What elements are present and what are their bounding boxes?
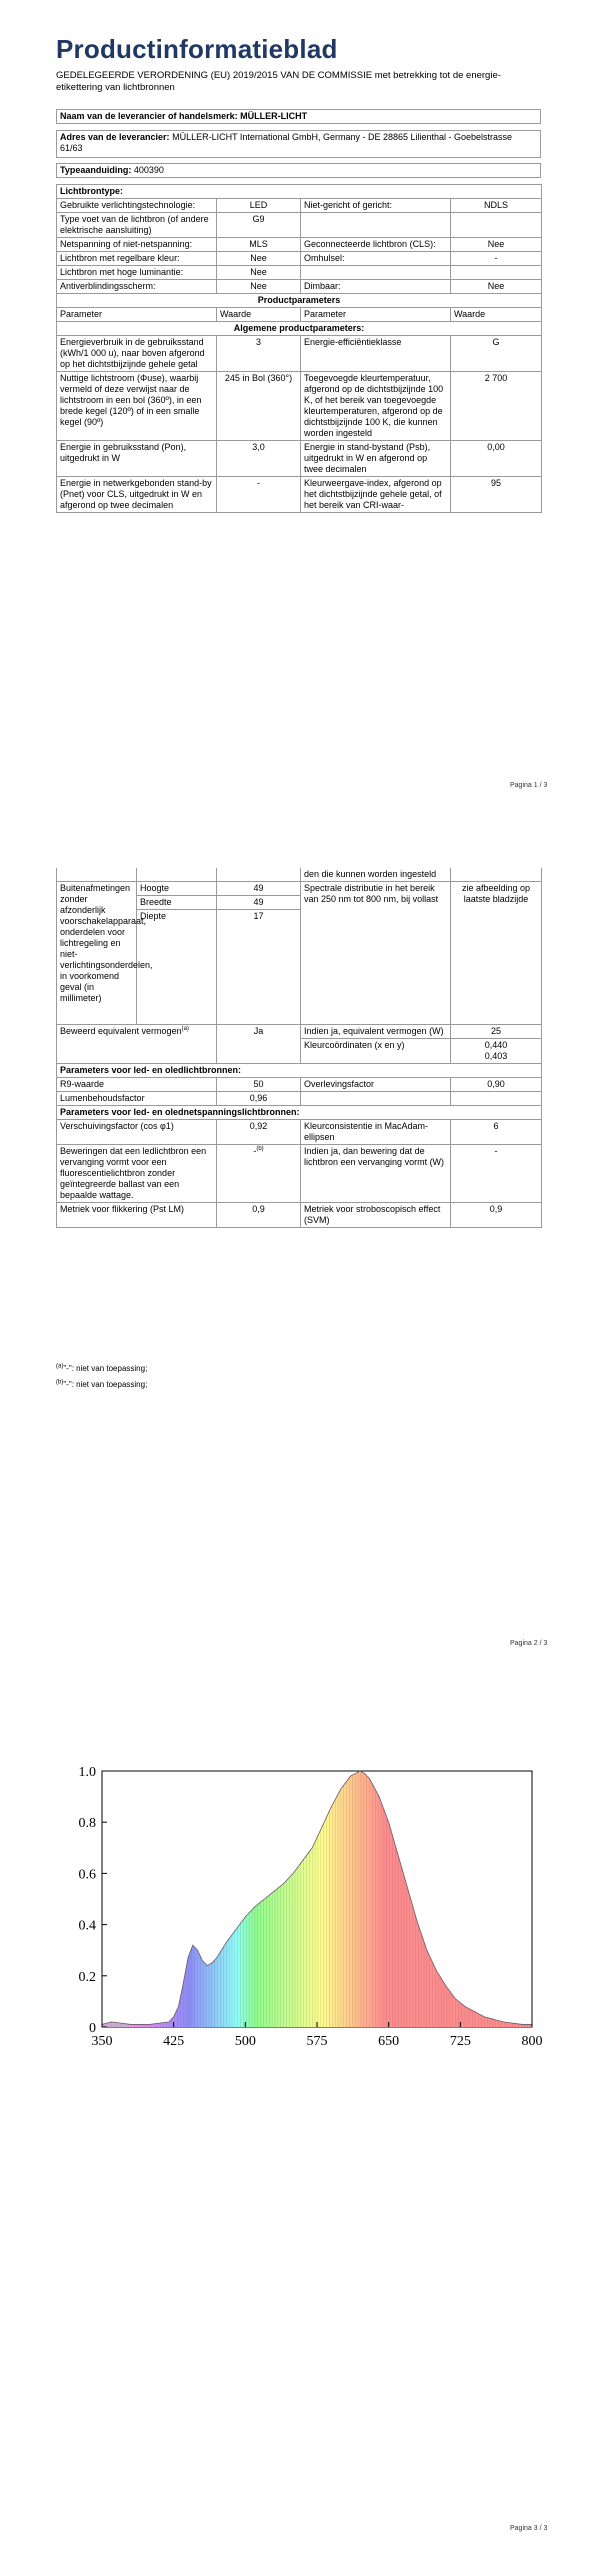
dimension-value: 17: [217, 910, 301, 1025]
spectrum-band: [150, 1771, 151, 2027]
spectrum-band: [509, 1771, 510, 2027]
spectrum-band: [151, 1771, 152, 2027]
param-label: Kleurweergave-index, afgerond op het dichtstbijzijnde gehele getal, of het bereik van CRI-waar-: [301, 477, 451, 513]
r9-label: R9-waarde: [57, 1078, 217, 1092]
supplier-address-value: MÜLLER-LICHT International GmbH, Germany - DE 28865 Lilienthal - Goebelstrasse 61/63: [60, 132, 513, 153]
x-tick-label: 500: [234, 2034, 256, 2049]
led-params-header: Parameters voor led- en oledlichtbronnen:: [57, 1064, 542, 1078]
param-label: Toegevoegde kleurtemperatuur, afgerond op de dichtstbijzijnde 100 K, of het bereik van toegevoegde kleurtemperaturen, afgerond op de dichtstbijzijnde 100 K, die kunnen worden ingesteld: [301, 372, 451, 441]
spectrum-band: [470, 1771, 471, 2027]
claims-value: -$^{(b)}$: [217, 1145, 301, 1203]
spectrum-band: [478, 1771, 479, 2027]
spectrum-band: [162, 1771, 163, 2027]
spectral-value: zie afbeelding op laatste bladzijde: [451, 882, 542, 1025]
param-value: Nee: [217, 252, 301, 266]
macadam-value: 6: [451, 1120, 542, 1145]
spectrum-band: [459, 1771, 460, 2027]
spectrum-band: [514, 1771, 515, 2027]
spectrum-band: [122, 1771, 123, 2027]
spectrum-band: [127, 1771, 128, 2027]
spectrum-band: [485, 1771, 486, 2027]
param-value: Nee: [217, 280, 301, 294]
x-tick-label: 650: [378, 2034, 400, 2049]
x-tick-label: 350: [91, 2034, 113, 2049]
macadam-label: Kleurconsistentie in MacAdam-ellipsen: [301, 1120, 451, 1145]
spectrum-band: [454, 1771, 455, 2027]
spectrum-band: [469, 1771, 470, 2027]
equiv-power-value: 25: [451, 1025, 542, 1039]
spectrum-band: [456, 1771, 457, 2027]
spectrum-band: [163, 1771, 164, 2027]
spectrum-band: [134, 1771, 135, 2027]
spectrum-band: [478, 1771, 479, 2027]
spectrum-band: [466, 1771, 467, 2027]
spectrum-band: [452, 1771, 453, 2027]
supplier-address-label: Adres van de leverancier:: [60, 132, 170, 142]
spectrum-band: [155, 1771, 156, 2027]
type-table: [56, 163, 541, 178]
r9-value: 50: [217, 1078, 301, 1092]
spectrum-band: [508, 1771, 509, 2027]
flicker-value: 0,9: [217, 1203, 301, 1228]
spectrum-band: [507, 1771, 508, 2027]
spectrum-band: [506, 1771, 507, 2027]
param-label: Energie in stand-bystand (Psb), uitgedrukt in W en afgerond op twee decimalen: [301, 441, 451, 477]
claims-label: Beweringen dat een ledlichtbron een vervanging vormt voor een fluorescentielichtbron zonder geïntegreerde ballast van een bepaalde wattage.: [57, 1145, 217, 1203]
spectrum-band: [106, 1771, 107, 2027]
flicker-label: Metriek voor flikkering (Pst LM): [57, 1203, 217, 1228]
param-value: 3: [217, 336, 301, 372]
param-label: [301, 266, 451, 280]
spectrum-band: [167, 1771, 168, 2027]
param-value: [451, 213, 542, 238]
spectrum-band: [134, 1771, 135, 2027]
spectrum-band: [519, 1771, 520, 2027]
spectrum-band: [177, 1771, 178, 2027]
shift-label: Verschuivingsfactor (cos φ1): [57, 1120, 217, 1145]
spectrum-band: [510, 1771, 511, 2027]
spectrum-band: [147, 1771, 148, 2027]
spectrum-band: [520, 1771, 521, 2027]
spectrum-band: [463, 1771, 464, 2027]
spectrum-band: [168, 1771, 169, 2027]
y-tick-label: 0.6: [78, 1867, 96, 1883]
spectrum-band: [124, 1771, 125, 2027]
spectrum-band: [105, 1771, 106, 2027]
spectrum-band: [115, 1771, 116, 2027]
spectrum-band: [177, 1771, 178, 2027]
param-value: 95: [451, 477, 542, 513]
spectrum-band: [170, 1771, 171, 2027]
spectrum-band: [513, 1771, 514, 2027]
spectrum-band: [455, 1771, 456, 2027]
y-tick-label: 1.0: [78, 1765, 96, 1780]
spectrum-band: [131, 1771, 132, 2027]
param-label: Netspanning of niet-netspanning:: [57, 238, 217, 252]
spectrum-band: [176, 1771, 177, 2027]
spectrum-band: [125, 1771, 126, 2027]
spectrum-band: [450, 1771, 451, 2027]
spectrum-band: [522, 1771, 523, 2027]
col-value-header: Waarde: [217, 308, 301, 322]
spectrum-band: [112, 1771, 113, 2027]
param-value: G: [451, 336, 542, 372]
spectrum-band: [152, 1771, 153, 2027]
param-label: [301, 213, 451, 238]
spectrum-band: [172, 1771, 173, 2027]
spectrum-band: [525, 1771, 526, 2027]
spectrum-band: [179, 1771, 180, 2027]
spectrum-band: [489, 1771, 490, 2027]
spectrum-band: [488, 1771, 489, 2027]
lightsource-header: Lichtbrontype:: [57, 185, 542, 199]
spectrum-band: [142, 1771, 143, 2027]
supplier-address-cell: [57, 131, 541, 158]
spectrum-band: [154, 1771, 155, 2027]
spectrum-band: [528, 1771, 529, 2027]
spectrum-band: [529, 1771, 530, 2027]
spectrum-band: [486, 1771, 487, 2027]
page-number: Pagina 3 / 3: [510, 2525, 548, 2532]
spectrum-band: [178, 1771, 179, 2027]
spectrum-band: [530, 1771, 531, 2027]
spectrum-band: [511, 1771, 512, 2027]
spectrum-band: [143, 1771, 144, 2027]
spectrum-band: [458, 1771, 459, 2027]
spectrum-band: [159, 1771, 160, 2027]
spectrum-band: [175, 1771, 176, 2027]
spectrum-band: [164, 1771, 165, 2027]
equiv-value: Ja: [217, 1025, 301, 1064]
address-table: [56, 130, 541, 158]
color-coords-label: Kleurcoördinaten (x en y): [301, 1039, 451, 1064]
param-value: 0,00: [451, 441, 542, 477]
supplier-name-cell: [57, 110, 541, 124]
col-param-header: Parameter: [301, 308, 451, 322]
page-title: Productinformatieblad: [56, 34, 338, 64]
type-cell: [57, 164, 541, 178]
spectrum-band: [501, 1771, 502, 2027]
spectrum-band: [464, 1771, 465, 2027]
spectrum-band: [484, 1771, 485, 2027]
spectrum-band: [113, 1771, 114, 2027]
spectrum-band: [158, 1771, 159, 2027]
spectrum-band: [171, 1771, 172, 2027]
claims-right-value: -: [451, 1145, 542, 1203]
spectrum-band: [483, 1771, 484, 2027]
spectrum-band: [103, 1771, 104, 2027]
spectrum-band: [157, 1771, 158, 2027]
spectrum-band: [475, 1771, 476, 2027]
lumen-label: Lumenbehoudsfactor: [57, 1092, 217, 1106]
spectrum-band: [111, 1771, 112, 2027]
spectrum-band: [451, 1771, 452, 2027]
spectrum-band: [128, 1771, 129, 2027]
page-number: Pagina 2 / 3: [510, 1640, 548, 1647]
spectrum-band: [160, 1771, 161, 2027]
spectrum-band: [161, 1771, 162, 2027]
param-label: Energieverbruik in de gebruiksstand (kWh/1 000 u), naar boven afgerond op het dichtstbijzijnde gehele getal: [57, 336, 217, 372]
spectrum-band: [524, 1771, 525, 2027]
param-label: Type voet van de lichtbron (of andere elektrische aansluiting): [57, 213, 217, 238]
spectrum-band: [504, 1771, 505, 2027]
spectrum-band: [116, 1771, 117, 2027]
spectrum-band: [156, 1771, 157, 2027]
spectrum-band: [144, 1771, 145, 2027]
spectrum-band: [137, 1771, 138, 2027]
spectrum-band: [166, 1771, 167, 2027]
shift-value: 0,92: [217, 1120, 301, 1145]
spectrum-band: [457, 1771, 458, 2027]
param-value: -: [217, 477, 301, 513]
spectrum-band: [109, 1771, 110, 2027]
spectrum-band: [515, 1771, 516, 2027]
supplier-table: [56, 109, 541, 124]
spectrum-band: [165, 1771, 166, 2027]
regulation-text: GEDELEGEERDE VERORDENING (EU) 2019/2015 VAN DE COMMISSIE met betrekking tot de energie-etikettering van lichtbronnen: [56, 70, 501, 93]
spectrum-band: [518, 1771, 519, 2027]
dimensions-label: Buitenafmetingen zonder afzonderlijk voorschakelapparaat, onderdelen voor lichtregeling en niet-verlichtingsonderdelen, in voorkomend geval (in millimeter): [57, 882, 137, 1025]
spectrum-band: [493, 1771, 494, 2027]
x-tick-label: 575: [306, 2034, 328, 2049]
spectrum-band: [461, 1771, 462, 2027]
product-params-header: Productparameters: [57, 294, 542, 308]
spectrum-band: [180, 1771, 181, 2027]
param-value: Nee: [451, 238, 542, 252]
spectrum-band: [492, 1771, 493, 2027]
param-value: -: [451, 252, 542, 266]
spectrum-band: [490, 1771, 491, 2027]
continued-text: den die kunnen worden ingesteld: [301, 868, 451, 882]
param-value: [451, 266, 542, 280]
y-tick-label: 0.8: [78, 1816, 96, 1832]
survival-value: 0,90: [451, 1078, 542, 1092]
spectrum-band: [503, 1771, 504, 2027]
spectrum-band: [512, 1771, 513, 2027]
spectrum-band: [521, 1771, 522, 2027]
spectrum-band: [474, 1771, 475, 2027]
spectrum-band: [117, 1771, 118, 2027]
spectrum-band: [481, 1771, 482, 2027]
spectrum-band: [472, 1771, 473, 2027]
param-label: Energie in gebruiksstand (Pon), uitgedrukt in W: [57, 441, 217, 477]
spectrum-band: [136, 1771, 137, 2027]
spectrum-band: [487, 1771, 488, 2027]
spectrum-band: [156, 1771, 157, 2027]
x-tick-label: 800: [521, 2034, 543, 2049]
spectrum-band: [108, 1771, 109, 2027]
param-label: Energie-efficiëntieklasse: [301, 336, 451, 372]
spectrum-band: [497, 1771, 498, 2027]
spectrum-band: [140, 1771, 141, 2027]
spectrum-band: [104, 1771, 105, 2027]
spectrum-band: [110, 1771, 111, 2027]
param-value: 245 in Bol (360°): [217, 372, 301, 441]
spectrum-band: [132, 1771, 133, 2027]
spectrum-band: [495, 1771, 496, 2027]
spectrum-band: [169, 1771, 170, 2027]
type-value: 400390: [133, 165, 164, 175]
spectrum-band: [471, 1771, 472, 2027]
param-value: LED: [217, 199, 301, 213]
spectrum-band: [494, 1771, 495, 2027]
spectrum-band: [130, 1771, 131, 2027]
spectrum-band: [449, 1771, 450, 2027]
col-param-header: Parameter: [57, 308, 217, 322]
spectrum-band: [118, 1771, 119, 2027]
lumen-value: 0,96: [217, 1092, 301, 1106]
spectrum-band: [527, 1771, 528, 2027]
spectrum-band: [173, 1771, 174, 2027]
spectrum-band: [500, 1771, 501, 2027]
supplier-name-label: Naam van de leverancier of handelsmerk:: [60, 111, 238, 121]
spectrum-band: [523, 1771, 524, 2027]
lightsource-table: [56, 184, 542, 513]
spectrum-band: [505, 1771, 506, 2027]
param-value: 3,0: [217, 441, 301, 477]
general-params-header: Algemene productparameters:: [57, 322, 542, 336]
spectrum-band: [120, 1771, 121, 2027]
spectrum-band: [453, 1771, 454, 2027]
spectrum-band: [135, 1771, 136, 2027]
spectrum-band: [174, 1771, 175, 2027]
param-label: Dimbaar:: [301, 280, 451, 294]
spectrum-band: [499, 1771, 500, 2027]
spectrum-band: [148, 1771, 149, 2027]
spectrum-band: [457, 1771, 458, 2027]
equiv-power-label: Indien ja, equivalent vermogen (W): [301, 1025, 451, 1039]
color-coords-value: 0,440 0,403: [451, 1039, 542, 1064]
spectrum-band: [491, 1771, 492, 2027]
page-number: Pagina 1 / 3: [510, 782, 548, 789]
spectrum-band: [462, 1771, 463, 2027]
spectrum-band: [145, 1771, 146, 2027]
spectrum-band: [517, 1771, 518, 2027]
spectrum-band: [482, 1771, 483, 2027]
param-value: NDLS: [451, 199, 542, 213]
x-tick-label: 425: [163, 2034, 185, 2049]
param-value: 2 700: [451, 372, 542, 441]
spectral-label: Spectrale distributie in het bereik van 250 nm tot 800 nm, bij vollast: [301, 882, 451, 1025]
param-value: Nee: [217, 266, 301, 280]
dimension-key: Breedte: [137, 896, 217, 910]
param-value: G9: [217, 213, 301, 238]
equiv-label: Beweerd equivalent vermogen$^{(a)}$: [57, 1025, 217, 1064]
dimension-key: Diepte: [137, 910, 217, 1025]
type-label: Typeaanduiding:: [60, 165, 132, 175]
spectrum-band: [141, 1771, 142, 2027]
spectrum-band: [139, 1771, 140, 2027]
spectrum-band: [460, 1771, 461, 2027]
spectrum-band: [129, 1771, 130, 2027]
param-label: Geconnecteerde lichtbron (CLS):: [301, 238, 451, 252]
param-label: Gebruikte verlichtingstechnologie:: [57, 199, 217, 213]
param-label: Lichtbron met regelbare kleur:: [57, 252, 217, 266]
spectrum-band: [500, 1771, 501, 2027]
spectrum-band: [153, 1771, 154, 2027]
spectrum-band: [119, 1771, 120, 2027]
spectrum-band: [126, 1771, 127, 2027]
led-mains-header: Parameters voor led- en olednetspanningslichtbronnen:: [57, 1106, 542, 1120]
spectrum-band: [521, 1771, 522, 2027]
svm-value: 0,9: [451, 1203, 542, 1228]
spectrum-band: [107, 1771, 108, 2027]
spectrum-band: [480, 1771, 481, 2027]
spectrum-band: [479, 1771, 480, 2027]
dimension-value: 49: [217, 882, 301, 896]
spectrum-band: [113, 1771, 114, 2027]
param-value: MLS: [217, 238, 301, 252]
param-value: Nee: [451, 280, 542, 294]
y-tick-label: 0: [89, 2021, 96, 2036]
param-label: Omhulsel:: [301, 252, 451, 266]
x-tick-label: 725: [449, 2034, 471, 2049]
spectrum-band: [123, 1771, 124, 2027]
svm-label: Metriek voor stroboscopisch effect (SVM): [301, 1203, 451, 1228]
survival-label: Overlevingsfactor: [301, 1078, 451, 1092]
spectrum-band: [477, 1771, 478, 2027]
supplier-name-value: MÜLLER-LICHT: [240, 111, 308, 121]
param-label: Energie in netwerkgebonden stand-by (Pnet) voor CLS, uitgedrukt in W en afgerond op twee decimalen: [57, 477, 217, 513]
params-table-continued: [56, 868, 542, 1228]
col-value-header: Waarde: [451, 308, 542, 322]
spectrum-band: [498, 1771, 499, 2027]
spectrum-band: [121, 1771, 122, 2027]
spectrum-band: [465, 1771, 466, 2027]
y-tick-label: 0.4: [78, 1918, 96, 1934]
spectrum-band: [138, 1771, 139, 2027]
y-tick-label: 0.2: [78, 1969, 96, 1985]
spectrum-band: [473, 1771, 474, 2027]
spectrum-band: [476, 1771, 477, 2027]
param-label: Niet-gericht of gericht:: [301, 199, 451, 213]
spectrum-band: [114, 1771, 115, 2027]
footnote-b: $^{(b)}$"-": niet van toepassing;: [56, 1379, 148, 1389]
dimension-value: 49: [217, 896, 301, 910]
footnote-a: $^{(a)}$"-": niet van toepassing;: [56, 1363, 148, 1373]
param-label: Antiverblindingsscherm:: [57, 280, 217, 294]
spectrum-band: [468, 1771, 469, 2027]
spectrum-band: [516, 1771, 517, 2027]
spectral-chart: [50, 1755, 550, 2090]
dimension-key: Hoogte: [137, 882, 217, 896]
param-label: Nuttige lichtstroom (Φuse), waarbij vermeld of deze verwijst naar de lichtstroom in een bol (360º), in een brede kegel (120º) of in een smalle kegel (90º): [57, 372, 217, 441]
claims-right-label: Indien ja, dan bewering dat de lichtbron een vervanging vormt (W): [301, 1145, 451, 1203]
spectrum-band: [146, 1771, 147, 2027]
spectrum-band: [496, 1771, 497, 2027]
spectrum-band: [133, 1771, 134, 2027]
spectrum-band: [502, 1771, 503, 2027]
param-label: Lichtbron met hoge luminantie:: [57, 266, 217, 280]
spectrum-band: [526, 1771, 527, 2027]
spectrum-band: [467, 1771, 468, 2027]
spectrum-band: [149, 1771, 150, 2027]
